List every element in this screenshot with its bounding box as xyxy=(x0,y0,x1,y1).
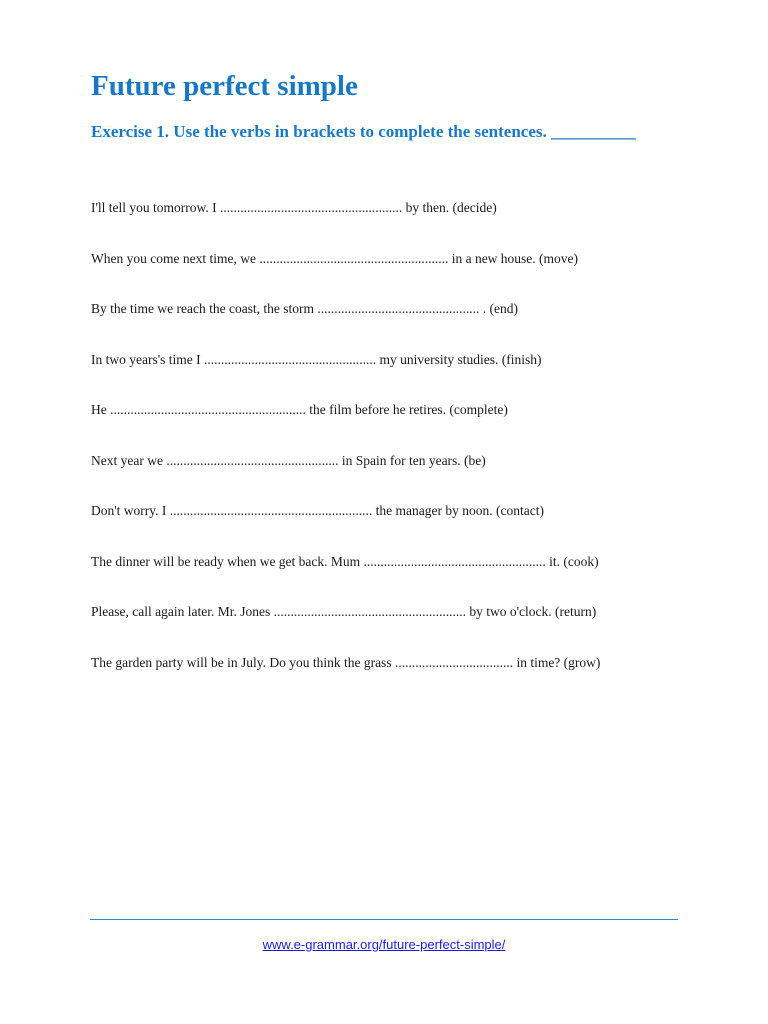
page-title: Future perfect simple xyxy=(91,70,358,102)
footer-divider xyxy=(90,919,678,920)
exercise-sentence-4: In two years's time I ................................................... my university studies. (finish) xyxy=(91,351,542,367)
exercise-sentence-3: By the time we reach the coast, the storm ................................................ . (end) xyxy=(91,301,519,316)
exercise-sentence-2: When you come next time, we ........................................................ in a new house. (move) xyxy=(91,250,579,266)
exercise-instructions: Exercise 1. Use the verbs in brackets to complete the sentences. __________ xyxy=(91,122,637,141)
exercise-sentence-7: Don't worry. I ............................................................ the manager by noon. (contact) xyxy=(91,503,544,518)
exercise-sentence-5: He .......................................................... the film before he retires. (complete) xyxy=(91,402,508,417)
exercise-sentence-9: Please, call again later. Mr. Jones ......................................................... by two o'clock. (return) xyxy=(91,604,597,619)
exercise-sentence-6: Next year we ................................................... in Spain for ten years. (be) xyxy=(91,452,486,468)
exercise-sentence-8: The dinner will be ready when we get back. Mum ...................................................... it. (cook) xyxy=(91,553,599,569)
exercise-sentence-10: The garden party will be in July. Do you think the grass ................................... in time? (grow) xyxy=(91,654,601,670)
footer-website-link[interactable]: www.e-grammar.org/future-perfect-simple/ xyxy=(262,937,506,952)
exercise-sentence-1: I'll tell you tomorrow. I ...................................................... by then. (decide) xyxy=(91,200,497,215)
exercise-sentence-list xyxy=(91,197,691,702)
